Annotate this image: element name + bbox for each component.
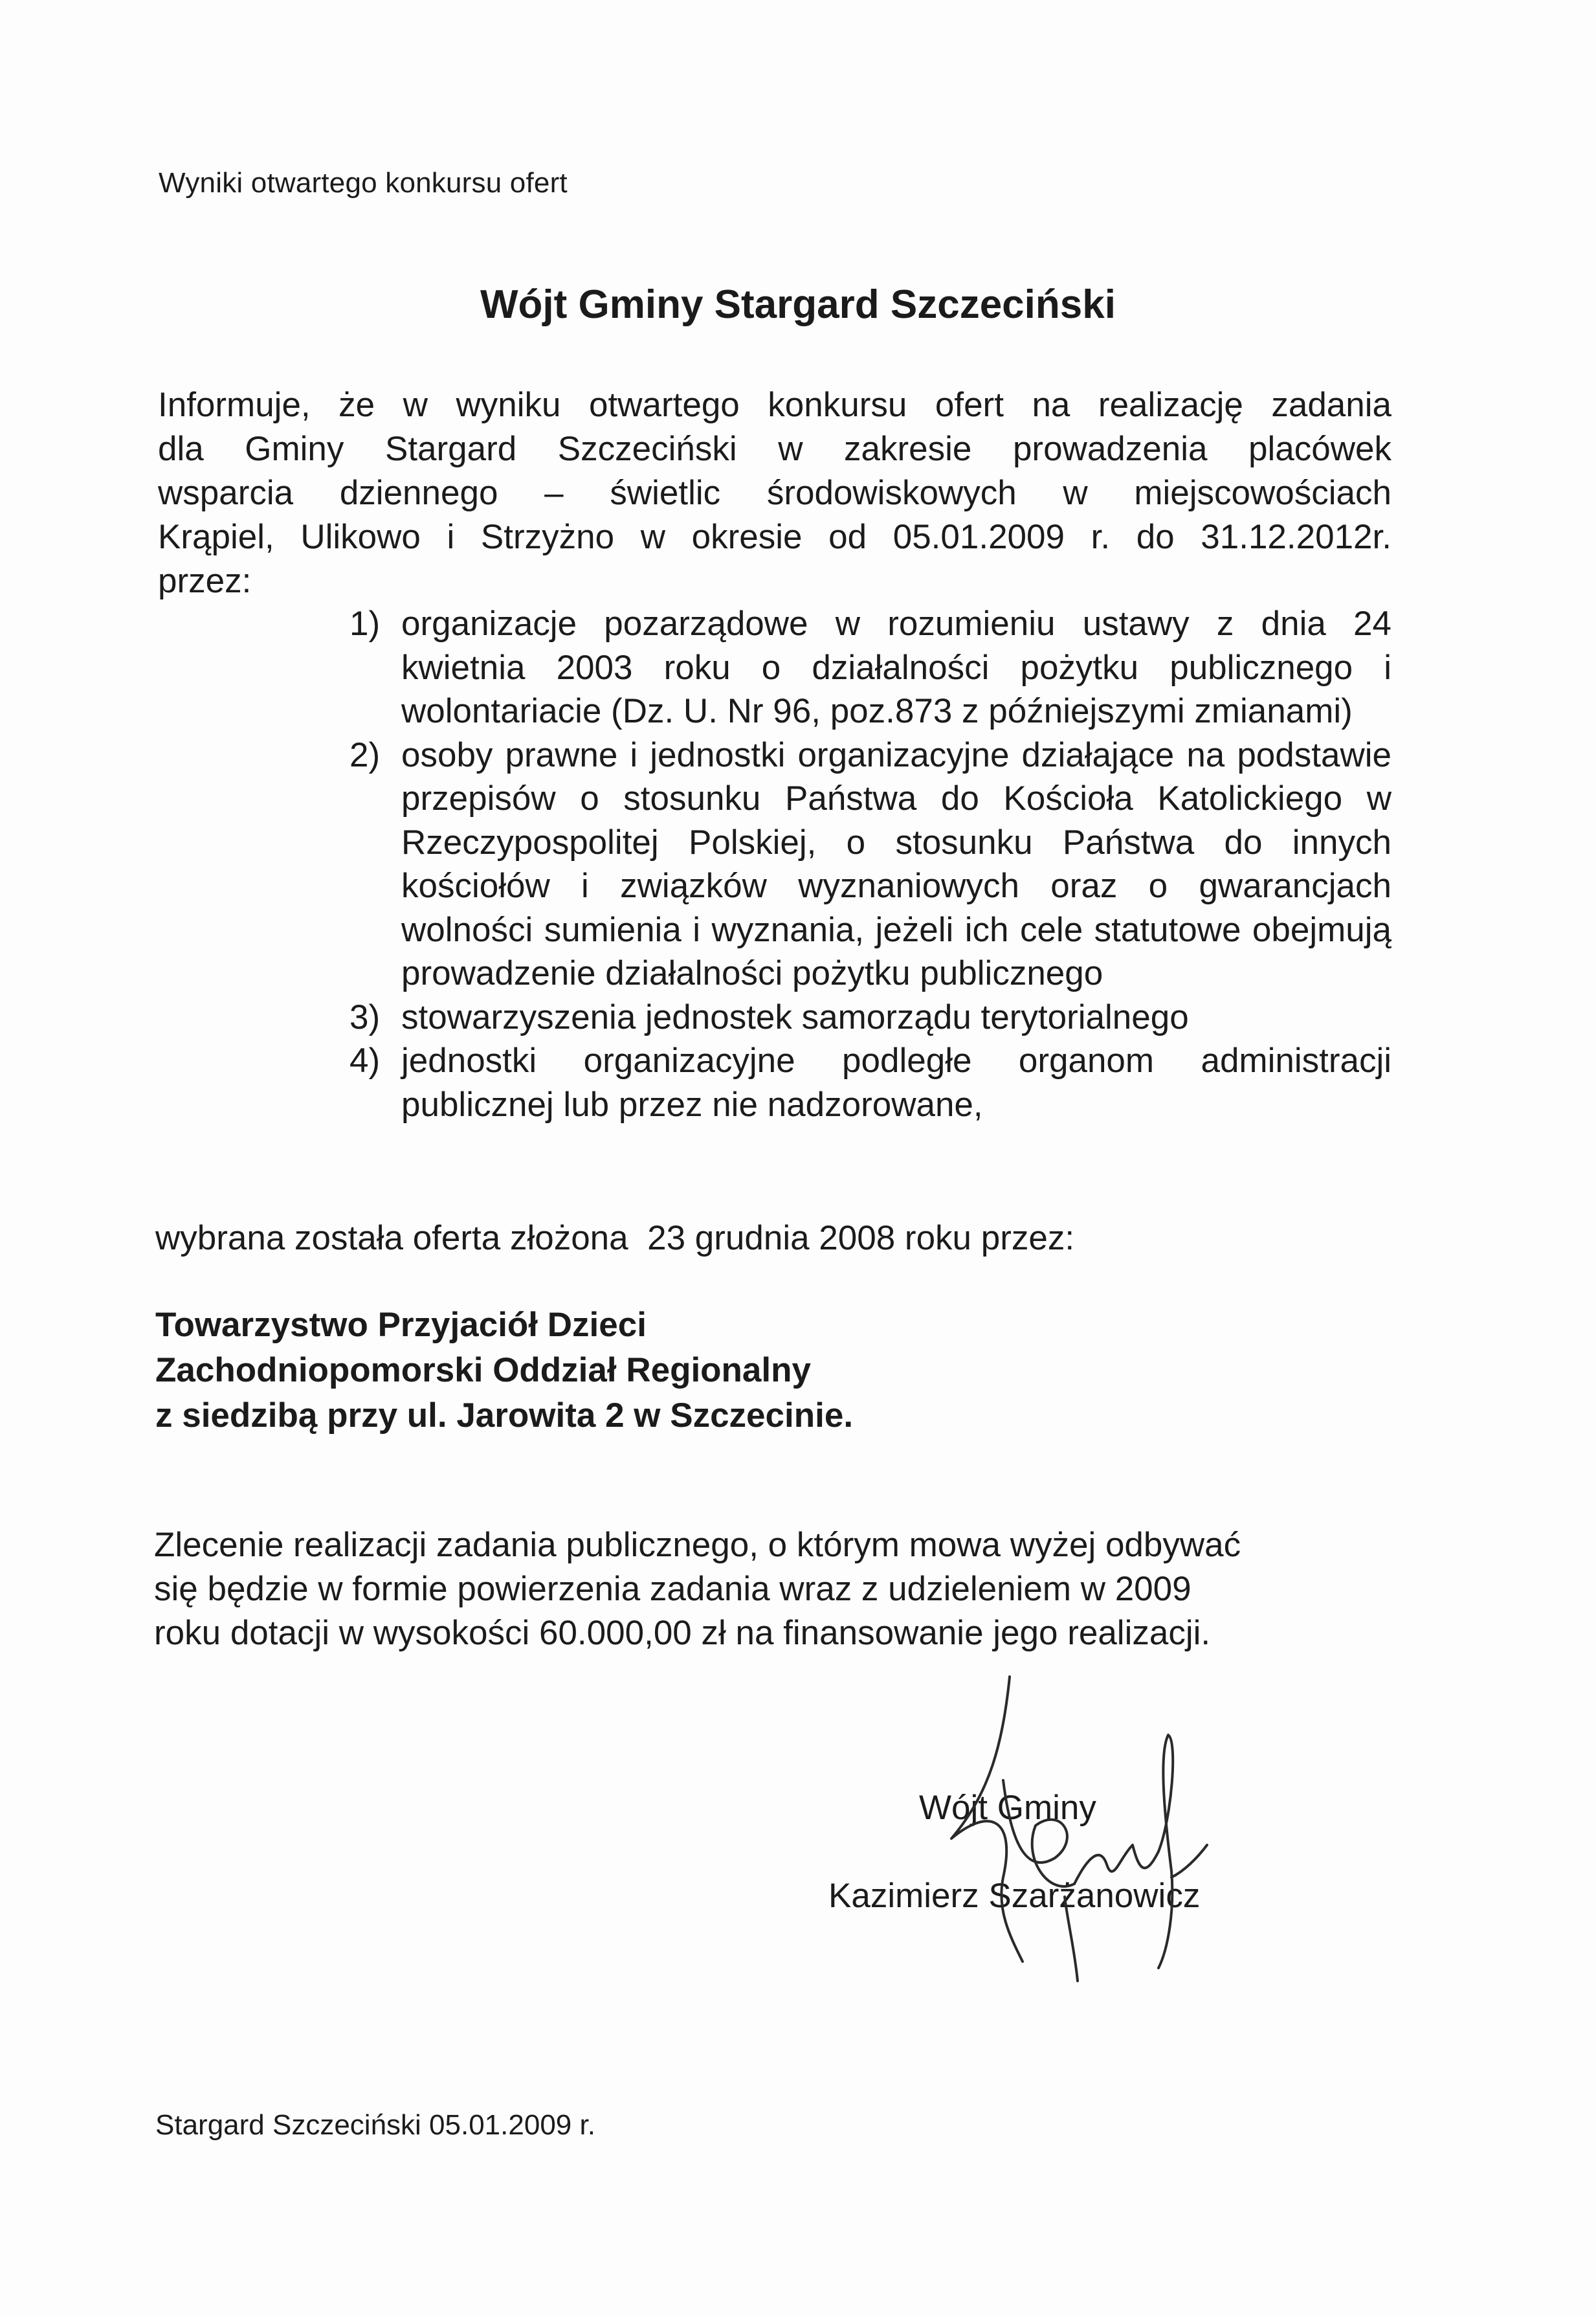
intro-line: Krąpiel, Ulikowo i Strzyżno w okresie od 05.01.2009 r. do 31.12.2012r. <box>158 518 1391 556</box>
list-item-text: osoby prawne i jednostki organizacyjne działające na podstawie przepisów o stosunku Państwa do Kościoła Katolickiego w Rzeczypospolitej Polskiej, o stosunku Państwa do innych kościołów i związków wyznaniowych oraz o gwarancjach wolności sumienia i wyznania, jeżeli ich cele statutowe obejmują prowadzenie działalności pożytku publicznego <box>401 735 1391 992</box>
list-item-number: 2) <box>349 735 381 774</box>
header-note: Wyniki otwartego konkursu ofert <box>159 167 568 199</box>
signatory-role: Wójt Gminy <box>919 1789 1096 1827</box>
organization-address: z siedzibą przy ul. Jarowita 2 w Szczecinie. <box>155 1396 854 1435</box>
list-item-number: 3) <box>349 998 381 1036</box>
list-item <box>349 996 1391 1040</box>
organization-branch: Zachodniopomorski Oddział Regionalny <box>155 1351 811 1389</box>
eligible-entities-list <box>349 602 1391 1126</box>
list-item <box>349 733 1391 996</box>
place-and-date: Stargard Szczeciński 05.01.2009 r. <box>155 2109 595 2141</box>
organization-block <box>155 1303 853 1438</box>
signatory-name: Kazimierz Szarżanowicz <box>828 1877 1201 1915</box>
list-item <box>349 1039 1391 1126</box>
selected-offer-line: wybrana została oferta złożona 23 grudnia 2008 roku przez: <box>155 1219 1075 1257</box>
closing-paragraph <box>154 1523 1371 1655</box>
intro-line: Informuje, że w wyniku otwartego konkursu ofert na realizację zadania <box>158 386 1391 424</box>
closing-line: się będzie w formie powierzenia zadania wraz z udzieleniem w 2009 <box>154 1570 1191 1608</box>
closing-line: roku dotacji w wysokości 60.000,00 zł na finansowanie jego realizacji. <box>154 1614 1211 1652</box>
list-item-text: stowarzyszenia jednostek samorządu terytorialnego <box>401 998 1189 1036</box>
list-item-text: jednostki organizacyjne podległe organom administracji publicznej lub przez nie nadzorowane, <box>401 1042 1391 1124</box>
handwritten-signature <box>913 1664 1249 2000</box>
list-item-number: 1) <box>349 605 381 643</box>
intro-line: dla Gminy Stargard Szczeciński w zakresie prowadzenia placówek <box>158 430 1391 468</box>
intro-line: przez: <box>158 562 252 600</box>
list-item <box>349 602 1391 733</box>
list-item-text: organizacje pozarządowe w rozumieniu ustawy z dnia 24 kwietnia 2003 roku o działalności pożytku publicznego i wolontariacie (Dz. U. Nr 96, poz.873 z późniejszymi zmianami) <box>401 605 1391 730</box>
list-item-number: 4) <box>349 1042 381 1080</box>
intro-line: wsparcia dziennego – świetlic środowiskowych w miejscowościach <box>158 474 1391 512</box>
closing-line: Zlecenie realizacji zadania publicznego, o którym mowa wyżej odbywać <box>154 1526 1241 1564</box>
page-title: Wójt Gminy Stargard Szczeciński <box>480 282 1116 327</box>
organization-name: Towarzystwo Przyjaciół Dzieci <box>155 1306 647 1344</box>
intro-paragraph <box>158 383 1391 603</box>
